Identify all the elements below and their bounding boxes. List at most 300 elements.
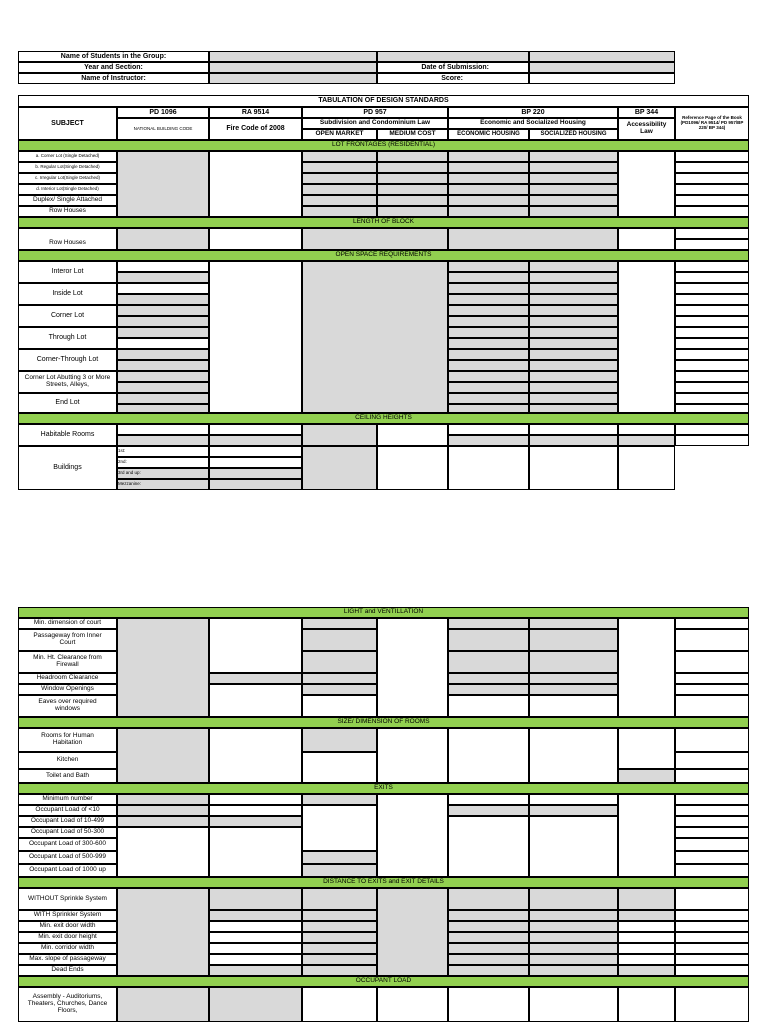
row-label: b. Regular Lot(Single Detached): [35, 164, 100, 170]
reference-cell[interactable]: [675, 954, 749, 965]
input-cell[interactable]: [117, 316, 209, 327]
input-cell[interactable]: [209, 910, 302, 921]
floor-label: 1st:: [118, 448, 126, 454]
pd1096-subheader: NATIONAL BUILDING CODE: [133, 125, 193, 131]
input-cell[interactable]: [209, 228, 302, 250]
input-cell[interactable]: [448, 404, 529, 413]
reference-cell[interactable]: [675, 327, 749, 338]
input-cell[interactable]: [529, 987, 618, 1022]
reference-cell[interactable]: [675, 184, 749, 195]
floor-label: 3rd and up:: [118, 470, 141, 476]
reference-cell[interactable]: [675, 360, 749, 371]
input-cell[interactable]: [377, 151, 448, 162]
input-cell[interactable]: [117, 305, 209, 316]
row-label: Minimum number: [42, 795, 93, 803]
input-cell[interactable]: [448, 651, 529, 673]
input-cell[interactable]: [377, 206, 448, 217]
input-cell[interactable]: [448, 673, 529, 684]
input-cell[interactable]: [377, 424, 448, 446]
input-cell[interactable]: [448, 283, 529, 294]
pd1096-shaded-block: [117, 151, 209, 217]
input-cell[interactable]: [209, 805, 302, 816]
input-cell[interactable]: [448, 151, 529, 162]
input-cell[interactable]: [529, 261, 618, 272]
section-ceiling-heights-label: CEILING HEIGHTS: [355, 414, 412, 422]
row-label: Habitable Rooms: [40, 431, 95, 439]
pd1096-shaded-block: [117, 728, 209, 783]
input-cell[interactable]: [209, 932, 302, 943]
input-cell[interactable]: [529, 283, 618, 294]
input-cell[interactable]: [209, 435, 302, 446]
input-cell[interactable]: [117, 283, 209, 294]
input-cell[interactable]: [529, 954, 618, 965]
input-cell[interactable]: [302, 151, 377, 162]
input-cell[interactable]: [448, 728, 529, 783]
section-light-ventilation-label: LIGHT and VENTILLATION: [343, 608, 424, 616]
students-label: Name of Students in the Group:: [60, 52, 167, 60]
input-cell[interactable]: [377, 195, 448, 206]
input-cell[interactable]: [618, 921, 675, 932]
input-cell[interactable]: [529, 943, 618, 954]
input-cell[interactable]: [209, 965, 302, 976]
reference-cell[interactable]: [675, 805, 749, 816]
row-label: Dead Ends: [51, 966, 84, 974]
input-cell[interactable]: [302, 987, 377, 1022]
input-cell[interactable]: [302, 888, 377, 910]
ra9514-subheader: Fire Code of 2008: [226, 125, 285, 133]
input-cell[interactable]: [529, 294, 618, 305]
input-cell[interactable]: [209, 954, 302, 965]
input-cell[interactable]: [618, 424, 675, 435]
input-cell[interactable]: [302, 673, 377, 684]
reference-cell[interactable]: [675, 816, 749, 827]
input-cell[interactable]: [209, 468, 302, 479]
open-market-header: OPEN MARKET: [315, 130, 364, 138]
input-cell[interactable]: [529, 618, 618, 629]
input-cell[interactable]: [377, 173, 448, 184]
input-cell[interactable]: [618, 446, 675, 490]
input-cell[interactable]: [529, 338, 618, 349]
input-cell[interactable]: [529, 965, 618, 976]
input-cell[interactable]: [448, 805, 529, 816]
input-cell[interactable]: [448, 921, 529, 932]
input-cell[interactable]: [618, 965, 675, 976]
input-cell[interactable]: [448, 338, 529, 349]
section-length-of-block-label: LENGTH OF BLOCK: [352, 218, 415, 226]
reference-cell[interactable]: [675, 404, 749, 413]
reference-cell[interactable]: [675, 888, 749, 910]
row-label: Min. exit door height: [38, 933, 97, 941]
input-cell[interactable]: [448, 965, 529, 976]
input-cell[interactable]: [117, 371, 209, 382]
input-cell[interactable]: [117, 360, 209, 371]
input-cell[interactable]: [302, 728, 377, 752]
input-cell[interactable]: [529, 360, 618, 371]
input-cell[interactable]: [302, 618, 377, 629]
bp344-blank-block[interactable]: [618, 261, 675, 413]
students-field[interactable]: [209, 51, 377, 62]
input-cell[interactable]: [448, 206, 529, 217]
reference-cell[interactable]: [675, 393, 749, 404]
input-cell[interactable]: [529, 316, 618, 327]
reference-cell[interactable]: [675, 349, 749, 360]
row-label: Min. exit door width: [39, 922, 96, 930]
input-cell[interactable]: [618, 943, 675, 954]
input-cell[interactable]: [117, 294, 209, 305]
input-cell[interactable]: [529, 382, 618, 393]
reference-cell[interactable]: [675, 371, 749, 382]
input-cell[interactable]: [529, 206, 618, 217]
reference-cell[interactable]: [675, 151, 749, 162]
row-label: Inside Lot: [52, 290, 83, 298]
reference-cell[interactable]: [675, 338, 749, 349]
row-label: Occupant Load of 1000 up: [29, 866, 106, 874]
input-cell[interactable]: [448, 349, 529, 360]
reference-cell[interactable]: [675, 910, 749, 921]
input-cell[interactable]: [302, 943, 377, 954]
input-cell[interactable]: [117, 228, 209, 250]
input-cell[interactable]: [529, 404, 618, 413]
input-cell[interactable]: [302, 424, 377, 446]
pd1096-header: PD 1096: [149, 108, 177, 116]
input-cell[interactable]: [117, 272, 209, 283]
input-cell[interactable]: [448, 910, 529, 921]
reference-cell[interactable]: [675, 316, 749, 327]
input-cell[interactable]: [618, 728, 675, 769]
reference-cell[interactable]: [675, 294, 749, 305]
input-cell[interactable]: [117, 827, 209, 877]
input-cell[interactable]: [448, 272, 529, 283]
input-cell[interactable]: [448, 294, 529, 305]
input-cell[interactable]: [302, 921, 377, 932]
input-cell[interactable]: [209, 446, 302, 457]
reference-cell[interactable]: [675, 864, 749, 877]
input-cell[interactable]: [377, 162, 448, 173]
input-cell[interactable]: [448, 446, 529, 490]
students-field-extra[interactable]: [377, 51, 529, 62]
pd957-shaded-block: [302, 261, 448, 413]
input-cell[interactable]: [529, 151, 618, 162]
reference-cell[interactable]: [675, 932, 749, 943]
input-cell[interactable]: [529, 684, 618, 695]
input-cell[interactable]: [529, 327, 618, 338]
input-cell[interactable]: [117, 404, 209, 413]
input-cell[interactable]: [448, 954, 529, 965]
section-exits-label: EXITS: [374, 784, 393, 792]
row-label: Buildings: [53, 464, 82, 472]
input-cell[interactable]: [377, 888, 448, 976]
input-cell[interactable]: [302, 752, 377, 783]
input-cell[interactable]: [529, 435, 618, 446]
input-cell[interactable]: [618, 435, 675, 446]
input-cell[interactable]: [448, 327, 529, 338]
row-label: Occupant Load of <10: [35, 806, 100, 814]
row-label: Eaves over required windows: [38, 698, 97, 712]
bp220-header: BP 220: [521, 108, 545, 116]
input-cell[interactable]: [448, 435, 529, 446]
reference-cell[interactable]: [675, 424, 749, 435]
reference-cell[interactable]: [675, 382, 749, 393]
input-cell[interactable]: [117, 382, 209, 393]
date-submission-field[interactable]: [529, 62, 675, 73]
input-cell[interactable]: [618, 769, 675, 783]
input-cell[interactable]: [529, 695, 618, 717]
input-cell[interactable]: [302, 864, 377, 877]
reference-cell[interactable]: [675, 695, 749, 717]
input-cell[interactable]: [302, 173, 377, 184]
input-cell[interactable]: [448, 360, 529, 371]
input-cell[interactable]: [448, 695, 529, 717]
input-cell[interactable]: [529, 162, 618, 173]
input-cell[interactable]: [209, 479, 302, 490]
input-cell[interactable]: [377, 794, 448, 877]
reference-cell[interactable]: [675, 618, 749, 629]
input-cell[interactable]: [448, 987, 529, 1022]
input-cell[interactable]: [618, 910, 675, 921]
input-cell[interactable]: [117, 794, 209, 805]
reference-cell[interactable]: [675, 261, 749, 272]
input-cell[interactable]: [117, 393, 209, 404]
input-cell[interactable]: [448, 816, 529, 877]
input-cell[interactable]: [377, 987, 448, 1022]
input-cell[interactable]: [302, 932, 377, 943]
bp344-blank-block[interactable]: [618, 151, 675, 217]
input-cell[interactable]: [302, 805, 377, 851]
input-cell[interactable]: [618, 794, 675, 877]
input-cell[interactable]: [529, 673, 618, 684]
input-cell[interactable]: [302, 910, 377, 921]
input-cell[interactable]: [117, 261, 209, 272]
input-cell[interactable]: [209, 684, 302, 717]
input-cell[interactable]: [302, 184, 377, 195]
row-label: Row Houses: [49, 238, 86, 246]
input-cell[interactable]: [529, 805, 618, 816]
input-cell[interactable]: [117, 816, 209, 827]
input-cell[interactable]: [448, 371, 529, 382]
input-cell[interactable]: [529, 728, 618, 783]
input-cell[interactable]: [448, 794, 529, 805]
input-cell[interactable]: [377, 184, 448, 195]
input-cell[interactable]: [448, 393, 529, 404]
input-cell[interactable]: [377, 728, 448, 783]
input-cell[interactable]: [302, 684, 377, 695]
input-cell[interactable]: [302, 162, 377, 173]
input-cell[interactable]: [302, 794, 377, 805]
input-cell[interactable]: [209, 943, 302, 954]
input-cell[interactable]: [302, 954, 377, 965]
reference-cell[interactable]: [675, 838, 749, 851]
medium-cost-header: MEDIUM COST: [389, 130, 436, 138]
reference-cell[interactable]: [675, 162, 749, 173]
input-cell[interactable]: [529, 272, 618, 283]
reference-cell[interactable]: [675, 173, 749, 184]
input-cell[interactable]: [448, 629, 529, 651]
reference-cell[interactable]: [675, 987, 749, 1022]
input-cell[interactable]: [448, 943, 529, 954]
input-cell[interactable]: [448, 932, 529, 943]
input-cell[interactable]: [448, 316, 529, 327]
reference-cell[interactable]: [675, 728, 749, 752]
students-field-extra[interactable]: [529, 51, 675, 62]
reference-cell[interactable]: [675, 684, 749, 695]
input-cell[interactable]: [302, 446, 377, 490]
input-cell[interactable]: [448, 184, 529, 195]
pd1096-shaded-block: [117, 888, 209, 976]
input-cell[interactable]: [529, 794, 618, 805]
input-cell[interactable]: [529, 888, 618, 910]
input-cell[interactable]: [529, 910, 618, 921]
input-cell[interactable]: [117, 338, 209, 349]
input-cell[interactable]: [448, 888, 529, 910]
row-label: a. Corner Lot (Single Detached): [35, 153, 100, 159]
pd957-header: PD 957: [363, 108, 387, 116]
input-cell[interactable]: [618, 987, 675, 1022]
input-cell[interactable]: [448, 424, 529, 435]
ra9514-blank-block[interactable]: [209, 151, 302, 217]
input-cell[interactable]: [302, 695, 377, 717]
instructor-field[interactable]: [209, 73, 377, 84]
bp344-subheader: Accessibility Law: [626, 121, 667, 135]
input-cell[interactable]: [209, 987, 302, 1022]
reference-cell[interactable]: [675, 195, 749, 206]
reference-cell[interactable]: [675, 752, 749, 769]
input-cell[interactable]: [302, 851, 377, 864]
row-label: Headroom Clearance: [36, 674, 99, 682]
input-cell[interactable]: [618, 228, 675, 250]
reference-cell[interactable]: [675, 272, 749, 283]
input-cell[interactable]: [209, 618, 302, 673]
reference-cell[interactable]: [675, 629, 749, 651]
input-cell[interactable]: [377, 618, 448, 717]
input-cell[interactable]: [302, 228, 448, 250]
input-cell[interactable]: [448, 173, 529, 184]
input-cell[interactable]: [529, 371, 618, 382]
ra9514-blank-block[interactable]: [209, 261, 302, 413]
row-label: Through Lot: [48, 334, 87, 342]
row-label: Corner-Through Lot: [36, 356, 99, 364]
reference-cell[interactable]: [675, 673, 749, 684]
input-cell[interactable]: [618, 954, 675, 965]
input-cell[interactable]: [448, 162, 529, 173]
row-label: WITHOUT Sprinkle System: [28, 894, 107, 902]
reference-cell[interactable]: [675, 827, 749, 838]
input-cell[interactable]: [209, 816, 302, 827]
row-label: Min. Ht. Clearance from Firewall: [33, 654, 102, 668]
input-cell[interactable]: [302, 651, 377, 673]
row-label: Row Houses: [49, 207, 86, 215]
input-cell[interactable]: [117, 987, 209, 1022]
input-cell[interactable]: [529, 305, 618, 316]
row-label: Corner Lot: [50, 312, 85, 320]
input-cell[interactable]: [618, 888, 675, 910]
input-cell[interactable]: [302, 195, 377, 206]
section-lot-frontages-label: LOT FRONTAGES (RESIDENTIAL): [331, 141, 436, 149]
input-cell[interactable]: [209, 888, 302, 910]
reference-cell[interactable]: [675, 794, 749, 805]
section-occupant-load-label: OCCUPANT LOAD: [355, 977, 412, 985]
row-label: Occupant Load of 500-999: [29, 853, 106, 861]
date-submission-label: Date of Submission:: [421, 63, 489, 71]
reference-cell[interactable]: [675, 651, 749, 673]
input-cell[interactable]: [529, 446, 618, 490]
input-cell[interactable]: [117, 805, 209, 816]
reference-cell[interactable]: [675, 851, 749, 864]
input-cell[interactable]: [117, 424, 209, 435]
input-cell[interactable]: [302, 629, 377, 651]
score-field[interactable]: [529, 73, 675, 84]
input-cell[interactable]: [209, 827, 302, 877]
row-label: Occupant Load of 50-300: [30, 828, 105, 836]
row-label: Interor Lot: [51, 268, 84, 276]
reference-cell[interactable]: [675, 769, 749, 783]
input-cell[interactable]: [448, 684, 529, 695]
reference-cell[interactable]: [675, 943, 749, 954]
input-cell[interactable]: [529, 932, 618, 943]
score-label: Score:: [441, 74, 463, 82]
input-cell[interactable]: [529, 393, 618, 404]
input-cell[interactable]: [618, 932, 675, 943]
input-cell[interactable]: [448, 305, 529, 316]
row-label: Duplex/ Single Attached: [32, 196, 103, 204]
reference-cell[interactable]: [675, 228, 749, 239]
input-cell[interactable]: [448, 261, 529, 272]
reference-cell[interactable]: [675, 239, 749, 250]
reference-cell[interactable]: [675, 435, 749, 446]
reference-cell[interactable]: [675, 283, 749, 294]
section-distance-exits-label: DISTANCE TO EXITS and EXIT DETAILS: [323, 878, 444, 886]
input-cell[interactable]: [529, 816, 618, 877]
input-cell[interactable]: [209, 921, 302, 932]
input-cell[interactable]: [529, 195, 618, 206]
input-cell[interactable]: [448, 618, 529, 629]
row-label: c. Irregular Lot(Single Detached): [34, 175, 101, 181]
input-cell[interactable]: [529, 651, 618, 673]
row-label: Window Openings: [41, 685, 94, 693]
input-cell[interactable]: [209, 728, 302, 783]
input-cell[interactable]: [302, 206, 377, 217]
economic-housing-header: ECONOMIC HOUSING: [457, 131, 520, 138]
input-cell[interactable]: [529, 921, 618, 932]
year-section-field[interactable]: [209, 62, 377, 73]
reference-cell[interactable]: [675, 921, 749, 932]
input-cell[interactable]: [302, 965, 377, 976]
input-cell[interactable]: [209, 457, 302, 468]
input-cell[interactable]: [117, 327, 209, 338]
reference-cell[interactable]: [675, 206, 749, 217]
input-cell[interactable]: [117, 349, 209, 360]
year-section-label: Year and Section:: [84, 63, 143, 71]
input-cell[interactable]: [529, 424, 618, 435]
input-cell[interactable]: [448, 228, 618, 250]
table-title: TABULATION OF DESIGN STANDARDS: [318, 97, 449, 105]
reference-cell[interactable]: [675, 965, 749, 976]
reference-cell[interactable]: [675, 305, 749, 316]
input-cell[interactable]: [377, 446, 448, 490]
input-cell[interactable]: [209, 794, 302, 805]
row-label: Occupant Load of 10-499: [30, 817, 105, 825]
row-label: d. Interior Lot(Single Detached): [36, 186, 99, 192]
input-cell[interactable]: [618, 618, 675, 717]
input-cell[interactable]: [529, 629, 618, 651]
input-cell[interactable]: [529, 184, 618, 195]
input-cell[interactable]: [209, 424, 302, 435]
input-cell[interactable]: [529, 349, 618, 360]
input-cell[interactable]: [117, 435, 209, 446]
input-cell[interactable]: [448, 195, 529, 206]
input-cell[interactable]: [209, 673, 302, 684]
input-cell[interactable]: [529, 173, 618, 184]
input-cell[interactable]: [448, 382, 529, 393]
